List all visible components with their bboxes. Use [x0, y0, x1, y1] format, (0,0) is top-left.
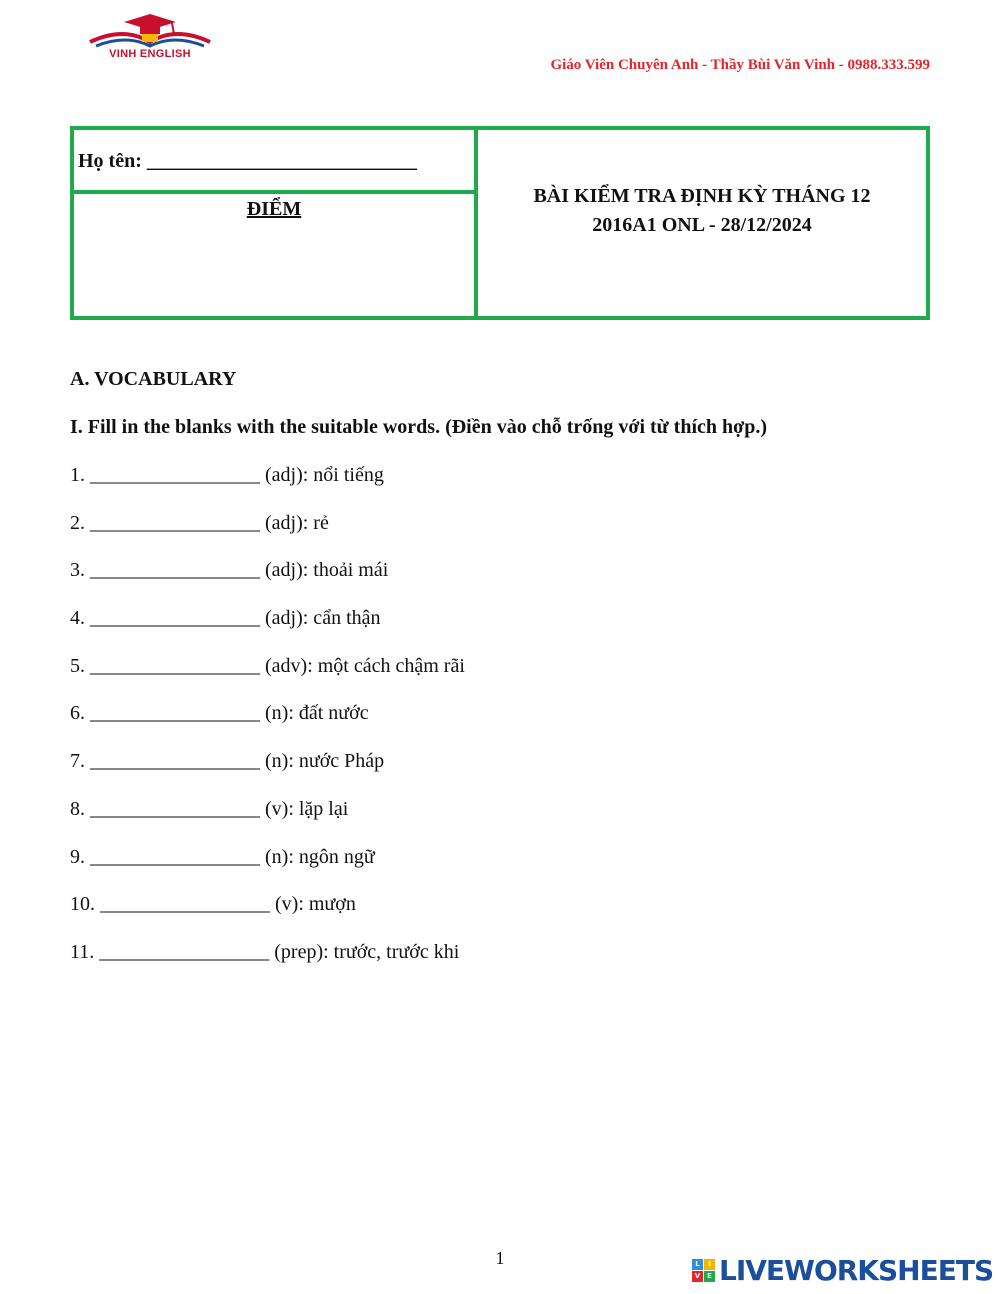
- exercise-instruction: I. Fill in the blanks with the suitable words. (Điền vào chỗ trống với từ thích hợp.): [70, 416, 768, 438]
- header-contact: Giáo Viên Chuyên Anh - Thầy Bùi Văn Vinh - 0988.333.599: [550, 57, 930, 73]
- vinh-english-logo: [84, 12, 216, 64]
- liveworksheets-logo[interactable]: [692, 1254, 993, 1287]
- vocabulary-item-2[interactable]: 2. _________________ (adj): rẻ: [70, 511, 329, 534]
- section-title: A. VOCABULARY: [70, 368, 237, 390]
- student-info-box: [70, 126, 930, 320]
- student-info-left: [74, 130, 478, 316]
- page-number: 1: [495, 1248, 505, 1268]
- vocabulary-item-8[interactable]: 8. _________________ (v): lặp lại: [70, 797, 349, 820]
- vocabulary-item-11[interactable]: 11. _________________ (prep): trước, trước khi: [70, 940, 460, 963]
- vocabulary-item-10[interactable]: 10. _________________ (v): mượn: [70, 893, 356, 916]
- liveworksheets-brand: LIVEWORKSHEETS: [719, 1254, 994, 1287]
- liveworksheets-blocks-icon: [692, 1259, 715, 1282]
- vocabulary-item-7[interactable]: 7. _________________ (n): nước Pháp: [70, 750, 385, 773]
- test-title-cell: [478, 130, 926, 316]
- test-subtitle: 2016A1 ONL - 28/12/2024: [592, 214, 812, 236]
- brand-block-i: I: [704, 1259, 715, 1270]
- score-label: ĐIỂM: [246, 198, 302, 220]
- brand-block-l: L: [692, 1259, 703, 1270]
- brand-block-e: E: [704, 1271, 715, 1282]
- logo-text: VINH ENGLISH: [109, 48, 191, 60]
- vocabulary-item-3[interactable]: 3. _________________ (adj): thoải mái: [70, 559, 389, 582]
- vocabulary-list: [70, 464, 465, 989]
- vocabulary-item-5[interactable]: 5. _________________ (adv): một cách chậm rãi: [70, 654, 465, 677]
- brand-block-v: V: [692, 1271, 703, 1282]
- name-field[interactable]: Họ tên: ___________________________: [74, 130, 474, 194]
- vocabulary-item-9[interactable]: 9. _________________ (n): ngôn ngữ: [70, 845, 375, 868]
- vocabulary-item-4[interactable]: 4. _________________ (adj): cẩn thận: [70, 607, 381, 630]
- graduation-cap-book-icon: [84, 12, 216, 52]
- test-title: BÀI KIỂM TRA ĐỊNH KỲ THÁNG 12: [533, 185, 871, 207]
- vocabulary-item-6[interactable]: 6. _________________ (n): đất nước: [70, 702, 369, 725]
- vocabulary-item-1[interactable]: 1. _________________ (adj): nổi tiếng: [70, 464, 384, 486]
